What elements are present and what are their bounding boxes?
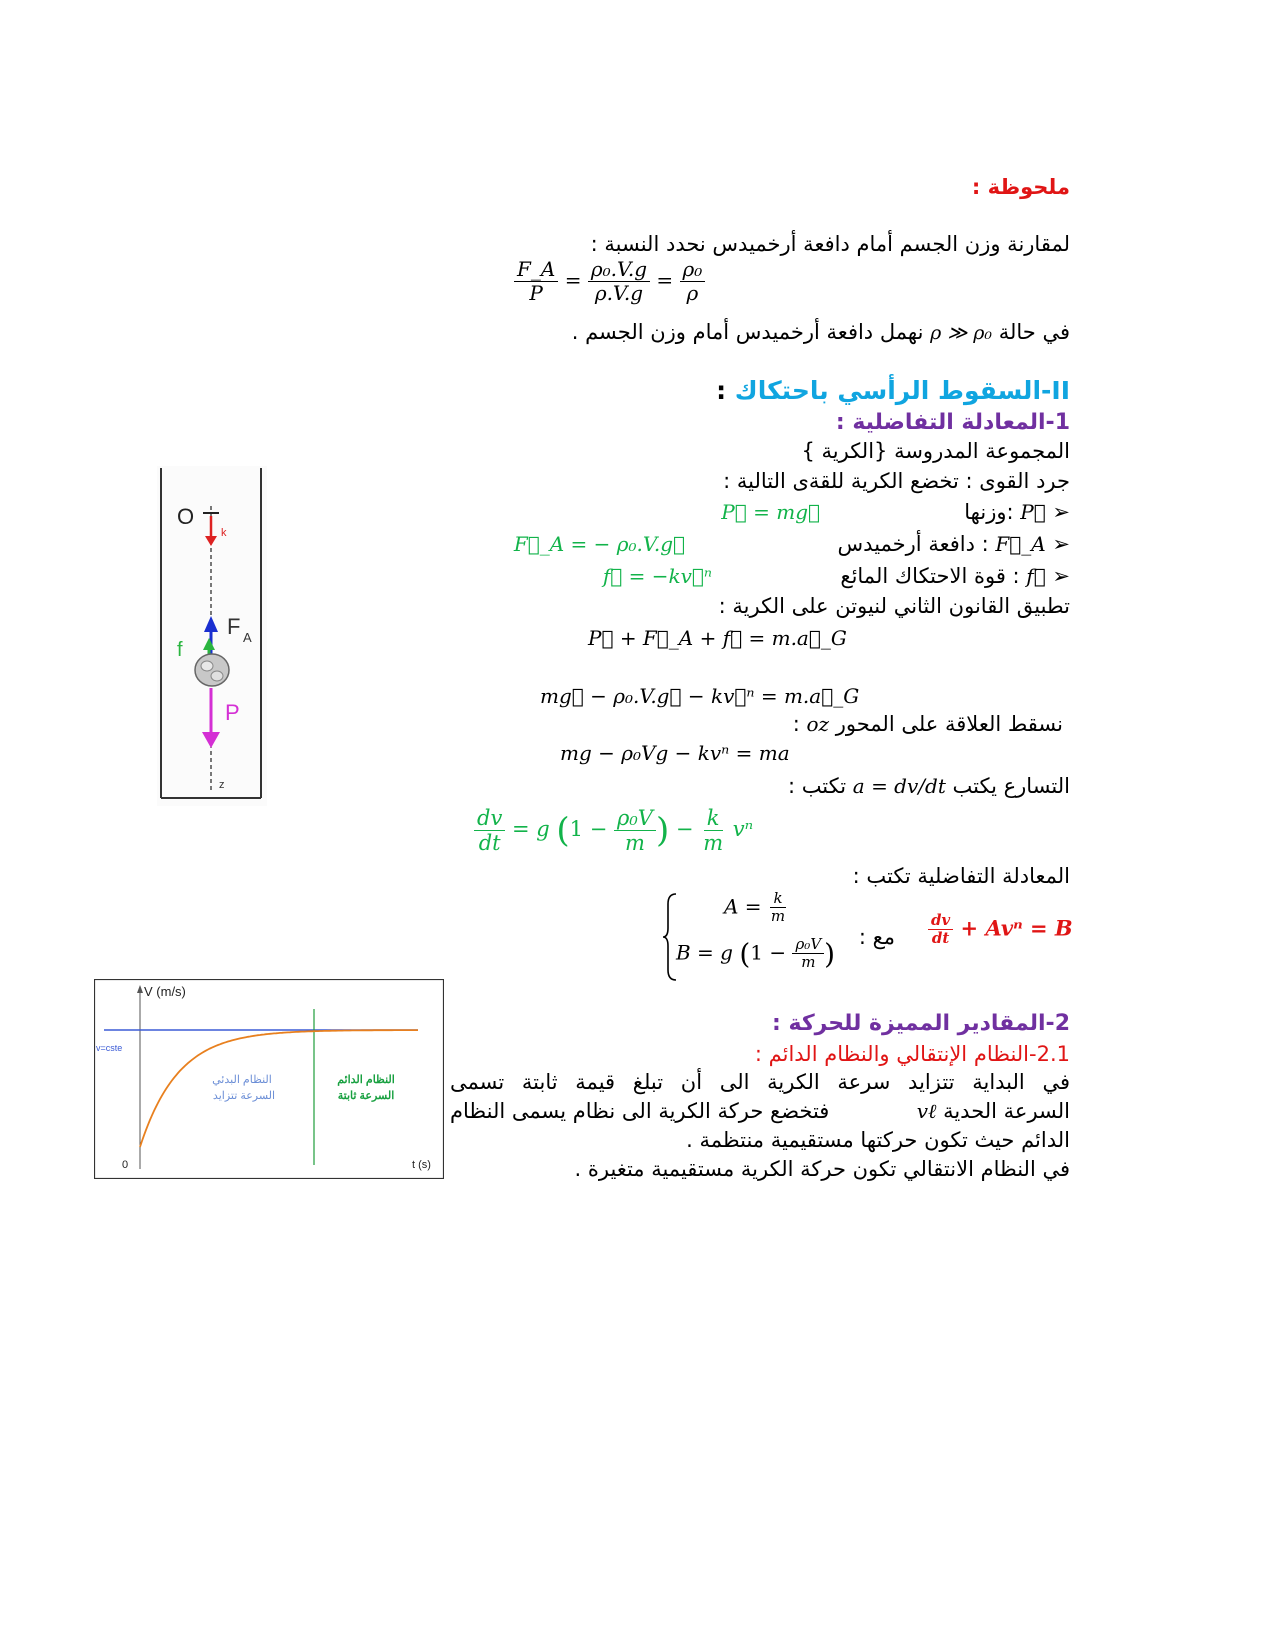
ratio-fa: F_A	[514, 258, 558, 282]
eq4-lhs-den: dt	[478, 831, 501, 856]
ratio-num2: ρ₀.V.g	[588, 258, 650, 282]
force-item-weight	[964, 500, 1070, 524]
diff-num: dv	[928, 912, 953, 930]
diff-den: dt	[931, 929, 950, 948]
force-formula: F⃗_A = − ρ₀.V.g⃗	[513, 532, 685, 556]
case-condition: ρ ≫ ρ₀	[930, 322, 993, 344]
subsection-2-1-title: 2.1-النظام الإنتقالي والنظام الدائم :	[754, 1042, 1070, 1066]
with-label: مع :	[858, 925, 895, 949]
projection-line	[793, 712, 1063, 736]
acceleration-formula: a = dv/dt	[852, 774, 946, 798]
note-case	[572, 320, 1070, 344]
section-title-colon: :	[716, 376, 727, 405]
paragraph-line-2-rest: فتخضع حركة الكرية الى نظام يسمى النظام	[450, 1099, 830, 1123]
bullet-arrow-icon: ➢	[1052, 564, 1070, 588]
force-item-friction	[840, 564, 1070, 588]
a-def-lhs: A =	[724, 894, 762, 919]
studied-system: المجموعة المدروسة {الكرية }	[801, 439, 1070, 463]
differential-intro: المعادلة التفاضلية تكتب :	[852, 864, 1070, 888]
ratio-den2: ρ.V.g	[594, 281, 644, 305]
equation-sum-forces: P⃗ + F⃗_A + f⃗ = m.a⃗_G	[588, 626, 847, 650]
force-label: : دافعة أرخميدس	[837, 532, 989, 556]
fa-sub: A	[243, 630, 252, 645]
x-axis-label: t (s)	[412, 1159, 431, 1171]
ratio-den3: ρ	[686, 281, 699, 305]
acceleration-text: التسارع يكتب	[952, 774, 1070, 798]
eq4-one: 1 −	[569, 817, 608, 842]
section-title	[716, 376, 1070, 405]
projection-axis: oz	[806, 712, 830, 736]
paragraph-transient: في النظام الانتقالي تكون حركة الكرية مستقيمية متغيرة .	[574, 1157, 1070, 1181]
bullet-arrow-icon: ➢	[1052, 500, 1070, 524]
case-suffix: نهمل دافعة أرخميدس أمام وزن الجسم .	[571, 320, 924, 344]
origin-label: O	[177, 504, 195, 529]
equation-projected: mg − ρ₀Vg − kvⁿ = ma	[560, 741, 790, 765]
limit-speed-label: السرعة الحدية	[943, 1099, 1070, 1123]
force-label: :وزنها	[964, 500, 1014, 524]
eq4-rho-den: m	[625, 831, 645, 856]
eq4-g: = g	[512, 817, 550, 842]
eq4-minus: −	[675, 817, 694, 842]
b-def-one: 1 −	[750, 940, 787, 965]
ratio-num3: ρ₀	[680, 258, 706, 282]
bullet-arrow-icon: ➢	[1052, 532, 1070, 556]
force-symbol: F⃗_A	[995, 532, 1046, 556]
b-definition: B = g (1 − $\frac{\text{ρ₀V}}{m}$ )	[676, 935, 836, 972]
force-symbol: f⃗	[1026, 564, 1046, 588]
a-definition	[724, 890, 788, 926]
newton-intro: تطبيق القانون الثاني لنيوتن على الكرية :	[718, 594, 1070, 618]
b-def-lhs: B = g	[676, 940, 733, 965]
b-def-num: ρ₀V	[792, 936, 824, 954]
velocity-time-graph	[94, 979, 444, 1179]
forces-list	[510, 500, 1070, 600]
note-heading: ملحوظة :	[971, 175, 1070, 199]
forces-intro: جرد القوى : تخضع الكرية للقةى التالية :	[723, 469, 1070, 493]
k-label: k	[221, 527, 227, 539]
eq4-k-num: k	[704, 806, 723, 831]
vcste-label: v=cste	[96, 1043, 123, 1053]
steady-label-1: النظام الدائم	[337, 1074, 395, 1086]
subsection-2-title: 2-المقادير المميزة للحركة :	[772, 1011, 1070, 1036]
b-def-den: m	[801, 953, 816, 972]
subsection-1-title: 1-المعادلة التفاضلية :	[835, 410, 1070, 435]
steady-label-2: السرعة ثابتة	[337, 1090, 395, 1102]
fa-label: F	[227, 614, 241, 639]
eq4-lhs-num: dv	[474, 806, 505, 831]
projection-text: نسقط العلاقة على المحور	[835, 712, 1063, 736]
paragraph-line-1: في البداية تتزايد سرعة الكرية الى أن تبلغ قيمة ثابتة تسمى	[450, 1070, 1070, 1094]
acceleration-suffix: تكتب :	[787, 774, 847, 798]
a-def-den: m	[770, 907, 786, 926]
force-label: : قوة الاحتكاك المائع	[840, 564, 1020, 588]
force-item-archimedes	[838, 532, 1070, 556]
acceleration-line	[788, 774, 1070, 798]
a-def-num: k	[770, 890, 785, 908]
paragraph-line-3: الدائم حيث تكون حركتها مستقيمية منتظمة .	[686, 1128, 1070, 1152]
f-label: f	[177, 639, 183, 661]
eq4-vn: vⁿ	[732, 817, 754, 842]
tube-force-diagram	[157, 466, 267, 806]
p-label: P	[225, 700, 240, 725]
section-title-text: II-السقوط الرأسي باحتكاك	[734, 376, 1070, 405]
force-formula: f⃗ = −kv⃗ⁿ	[602, 564, 712, 588]
ratio-formula: $\frac{F\_A}{P}$ = $\frac{\text{ρ₀.V.g}}{\rho.V.g}$ = $\frac{\text{ρ₀}}{\rho}$	[514, 258, 705, 305]
graph-origin: 0	[122, 1159, 129, 1171]
transient-label-2: السرعة تتزايد	[212, 1090, 276, 1102]
ratio-p: P	[529, 281, 543, 305]
limit-speed-symbol: vℓ	[916, 1099, 937, 1123]
equation-dvdt: $\frac{dv}{dt}$ = g (1 − $\frac{\text{ρ₀V}}{m}$ ) − $\frac{k}{m}$ vⁿ	[474, 806, 753, 855]
force-formula: P⃗ = mg⃗	[721, 500, 820, 524]
z-label: z	[219, 779, 225, 791]
ball-icon	[195, 654, 229, 686]
equation-expanded: mg⃗ − ρ₀.V.g⃗ − kv⃗ⁿ = m.a⃗_G	[540, 684, 860, 708]
eq4-rho-num: ρ₀V	[614, 806, 656, 831]
case-prefix: في حالة	[998, 320, 1070, 344]
constants-system	[662, 890, 862, 990]
paragraph-line-2	[450, 1099, 1070, 1124]
eq4-k-den: m	[703, 831, 724, 856]
differential-equation	[928, 912, 1073, 948]
projection-colon: :	[792, 712, 800, 736]
note-intro: لمقارنة وزن الجسم أمام دافعة أرخميدس نحدد النسبة :	[590, 232, 1070, 256]
transient-label-1: النظام البدئي	[212, 1074, 272, 1086]
y-axis-label: V (m/s)	[144, 984, 186, 999]
diff-rest: + Avⁿ = B	[960, 915, 1073, 941]
force-symbol: P⃗	[1020, 500, 1046, 524]
